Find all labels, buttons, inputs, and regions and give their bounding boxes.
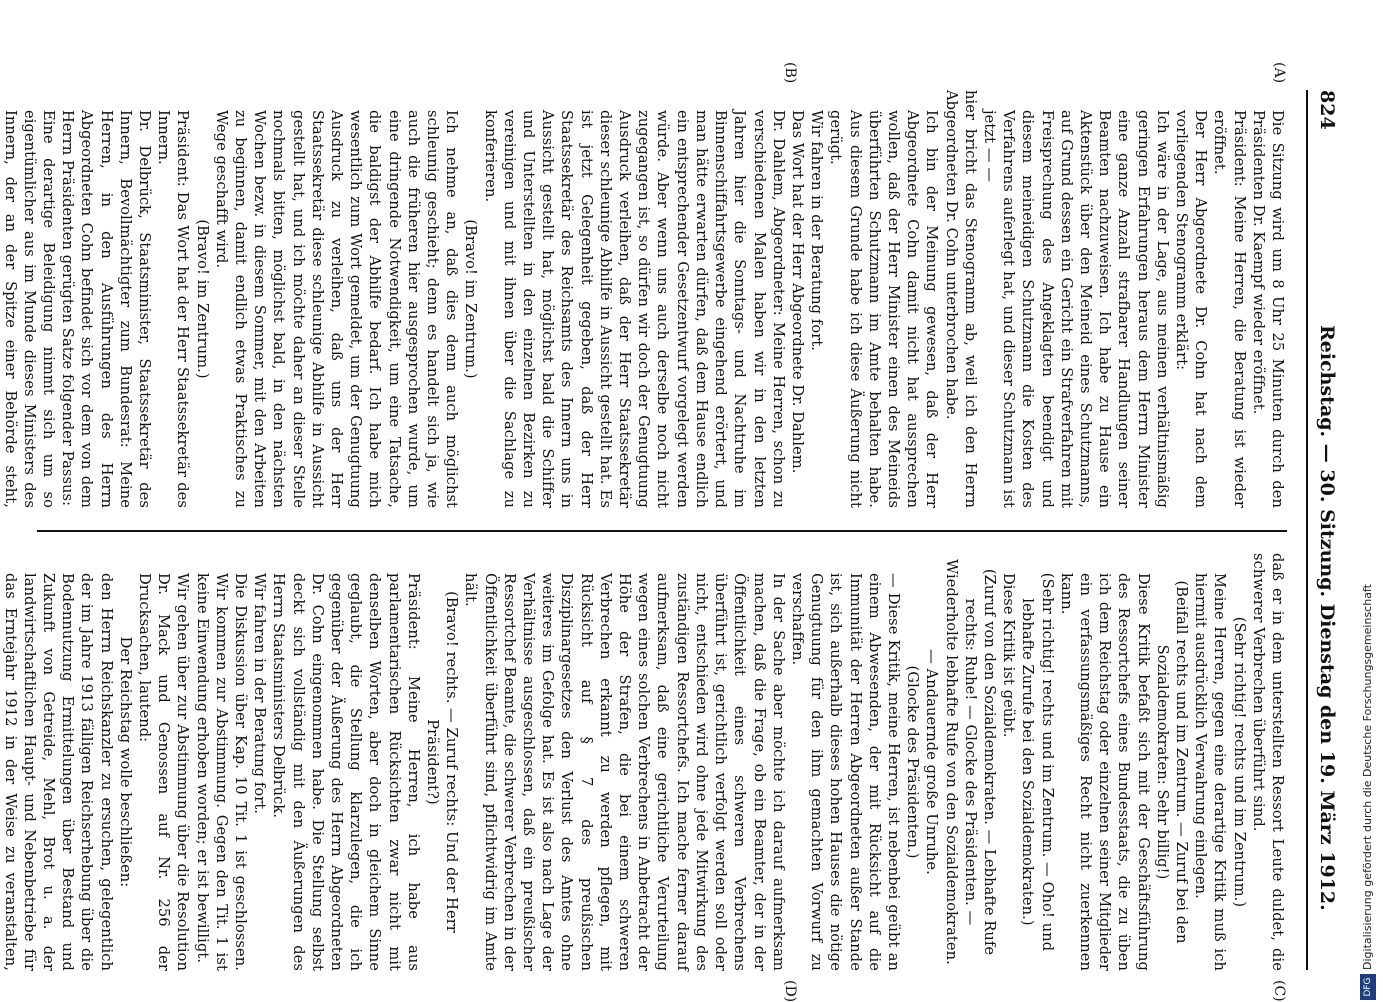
paragraph: Ich bin der Meinung gewesen, daß der Herr Abgeordnete Cohn damit nicht hat aussprechen wollen, daß der Herr Minister einen des Meineids überführten Schutzmann im Amte behalten habe. Aus diesem Grunde habe ich diese Äußerung nicht gerügt. [827, 110, 941, 508]
paragraph: daß er in dem unterstellten Ressort Leute duldet, die schwerer Verbrechen überführt sind. [1249, 553, 1286, 971]
dfg-logo: DFG [1360, 974, 1376, 1000]
margin-marker-b: (B) [782, 62, 798, 84]
interjection: (Bravo! rechts. — Zuruf rechts: Und der Herr Präsident?) [424, 591, 461, 933]
paragraph: Präsident: Meine Herren, ich habe aus parlamentarischen Rücksichten zwar nicht mit denselben Worten, aber doch in gleichem Sinne geglaubt, die Stellung klarzulegen, die ich gegenüber der Äußerung des Herrn Abgeordneten Dr. Cohn eingenommen habe. Die Stellung selbst deckt sich vollständig mit den Äußerungen des Herrn Staatsministers Delbrück. [270, 573, 422, 971]
paragraph: hier bricht das Stenogramm ab, weil ich den Herrn Abgeordneten Dr. Cohn unterbrochen habe. [942, 90, 979, 508]
paragraph: Ich nehme an, daß dies denn auch möglichst schleunig geschieht; denn es handelt sich ja, wie auch die früheren hier ausgesprochen wurde, um eine dringende Notwendigkeit, um eine Tatsache, die baldigst der Abhilfe bedarf. Ich habe mich wesentlich zum Wort gemeldet, um der Genugtuung Ausdruck zu verleihen, daß uns der Herr Staatssekretär diese schleunige Abhilfe in Aussicht gestellt hat, und ich möchte daher an dieser Stelle nochmals bitten, möglichst bald, in den nächsten Wochen bezw. in diesem Sommer, mit den Arbeiten zu beginnen, damit endlich etwas Praktisches zu Wege geschafft wird. [212, 110, 461, 508]
resolution-heading: Der Reichstag wolle beschließen: [116, 636, 134, 888]
interjection: (Zuruf von den Sozialdemokraten. — Lebhafte Rufe rechts: Ruhe! — Glocke des Präsidenten. — Wiederholte lebhafte Rufe von den Sozialdemokraten. — Andauernde große Unruhe. [923, 559, 998, 965]
interjection: (Beifall rechts und im Zentrum. — Zuruf bei den Sozialdemokraten: Sehr billig!) [1153, 580, 1190, 944]
quoted-passage: Eine derartige Beleidigung nimmt sich um so eigentümlicher aus im Munde dieses Ministers des Innern, der an der Spitze einer Behörde steht, [1, 110, 57, 508]
quoted-passage: Ich wäre in der Lage, aus meinen verhältnismäßig geringen Erfahrungen heraus dem Herrn Minister eine ganze Anzahl strafbarer Handlungen seiner Beamten nachzuweisen. Ich habe zu Hause ein Aktenstück über den Meineid eines Schutzmanns, auf Grund dessen ein Gericht ein Strafverfahren mit Freisprechung des Angeklagten beendigt und diesem meineidigen Schutzmann die Kosten des Verfahrens auferlegt hat, und dieser Schutzmann ist jetzt — — [980, 110, 1171, 508]
page-number: 824 [1316, 90, 1338, 130]
paragraph: Wir fahren in der Beratung fort. [251, 573, 269, 815]
paragraph: Wir gehen über zur Abstimmung über die Resolution Dr. Mack und Genossen auf Nr. 256 der Drucksachen, lautend: [136, 573, 192, 971]
paragraph: In der Sache aber möchte ich darauf aufmerksam machen, daß die Frage, ob ein Beamter, der in der Öffentlichkeit eines schweren Verbrechens überführt ist, gerichtlich verfolgt werden soll oder nicht, entschieden wird ohne jede Mitwirkung des zuständigen Ressortchefs. Ich mache ferner darauf aufmerksam, daß eine gerichtliche Verurteilung wegen eines solchen Verbrechens in Anbetracht der Höhe der Strafen, die bei einem schweren Verbrechen erkannt zu werden pflegen, mit Rücksicht auf § 7 des preußischen Disziplinargesetzes den Verlust des Amtes ohne weiteres im Gefolge hat. Es ist also nach Lage der Verhältnisse ausgeschlossen, daß ein preußischer Ressortchef Beamte, die schwerer Verbrechen in der Öffentlichkeit überführt sind, pflichtwidrig im Amte hält. [462, 573, 787, 971]
paragraph: Diese Kritik befaßt sich mit der Geschäftsführung des Ressortchefs eines Bundesstaats, die zu üben ich dem Reichstag oder einzelnen seiner Mitglieder ein verfassungsmäßiges Recht nicht zuerkennen kann. [1057, 573, 1152, 971]
paragraph: Dr. Dahlem, Abgeordneter: Meine Herren, schon zu verschiedenen Malen haben wir in den letzten Jahren hier die Sonntags- und Nachtruhe im Binnenschiffahrtsgewerbe eingehend erörtert, und man hätte erwarten dürfen, daß dem Hause endlich ein entsprechender Gesetzentwurf vorgelegt werden würde. Aber wenn uns auch derselbe noch nicht zugegangen ist, so dürfen wir doch der Genugtuung Ausdruck verleihen, daß der Herr Staatssekretär dieser schleunige Abhilfe in Aussicht gestellt hat. Es ist jetzt Gelegenheit gegeben, daß der Herr Staatssekretär des Reichsamts des Innern uns in Aussicht gestellt hat, möglichst bald die Schiffer und Unterstellten in den einzelnen Bezirken zu vereinigen und mit ihnen über die Sachlage zu konferieren. [481, 110, 787, 508]
right-column [0, 553, 1287, 971]
interjection: (Bravo! im Zentrum.) [462, 219, 480, 379]
paragraph: Die Diskussion über Kap. 10 Tit. 1 ist geschlossen. Wir kommen zur Abstimmung. Gegen den Tit. 1 ist keine Einwendung erhoben worden; er ist bewilligt. [193, 573, 250, 971]
paragraph: Dr. Delbrück, Staatsminister, Staatssekretär des Innern, Bevollmächtigter zum Bundesrat: Meine Herren, in den Ausführungen des Herrn Abgeordneten Cohn befindet sich vor dem von dem Herrn Präsidenten gerügten Satze folgender Passus: [59, 110, 154, 508]
margin-marker-c: (C) [1271, 980, 1287, 1002]
quoted-passage: den Herrn Reichskanzler zu ersuchen, gelegentlich der im Jahre 1913 fälligen Reichserhebung über die Bodennutzung Ermittelungen über Bestand und Zukunft von Getreide, Mehl, Brot u. a. der landwirtschaftlichen Haupt- und Nebenbetriebe für das Erntejahr 1912 in der Weise zu veranstalten, [1, 573, 115, 971]
paragraph: Die Sitzung wird um 8 Uhr 25 Minuten durch den Präsidenten Dr. Kaempf wieder eröffnet. [1249, 110, 1286, 508]
paragraph: Präsident: Meine Herren, die Beratung ist wieder eröffnet. [1211, 110, 1248, 508]
page-header [1306, 90, 1338, 970]
column-divider [37, 530, 1287, 532]
digitization-credit [1355, 0, 1381, 1000]
page-title: Reichstag. — 30. Sitzung. Dienstag den 19. März 1912. [1316, 325, 1338, 911]
margin-marker-d: (D) [782, 980, 798, 1002]
credit-text: Digitalisierung gefördert durch die Deutsche Forschungsgemeinschaft [1361, 584, 1374, 970]
interjection: (Bravo! im Zentrum.) [193, 219, 211, 379]
left-column [0, 90, 1287, 508]
margin-marker-a: (A) [1271, 62, 1287, 84]
paragraph: Wir fahren in der Beratung fort. [808, 110, 826, 352]
paragraph: Präsident: Das Wort hat der Herr Staatssekretär des Innern. [155, 110, 192, 508]
paragraph: — Diese Kritik, meine Herren, ist nebenbei geübt an einem Abwesenden, der mit Rücksicht auf die Immunität der Herren Abgeordneten außer Stande ist, sich außerhalb dieses hohen Hauses die nötige Genugtuung für den ihm gemachten Vorwurf zu verschaffen. [788, 573, 902, 971]
paragraph: Diese Kritik ist geübt. [1000, 573, 1018, 738]
interjection: (Glocke des Präsidenten.) [904, 665, 922, 859]
paragraph: Das Wort hat der Herr Abgeordnete Dr. Dahlem. [788, 110, 806, 474]
paragraph: Der Herr Abgeordnete Dr. Cohn hat nach dem vorliegenden Stenogramm erklärt: [1172, 110, 1210, 508]
paragraph: Meine Herren, gegen eine derartige Kritik muß ich hiermit ausdrücklich Verwahrung einlegen. [1192, 573, 1229, 971]
interjection: (Sehr richtig! rechts und im Zentrum.) [1230, 616, 1248, 908]
interjection: (Sehr richtig! rechts und im Zentrum. — Oho! und lebhafte Zurufe bei den Sozialdemokraten.) [1019, 572, 1056, 952]
